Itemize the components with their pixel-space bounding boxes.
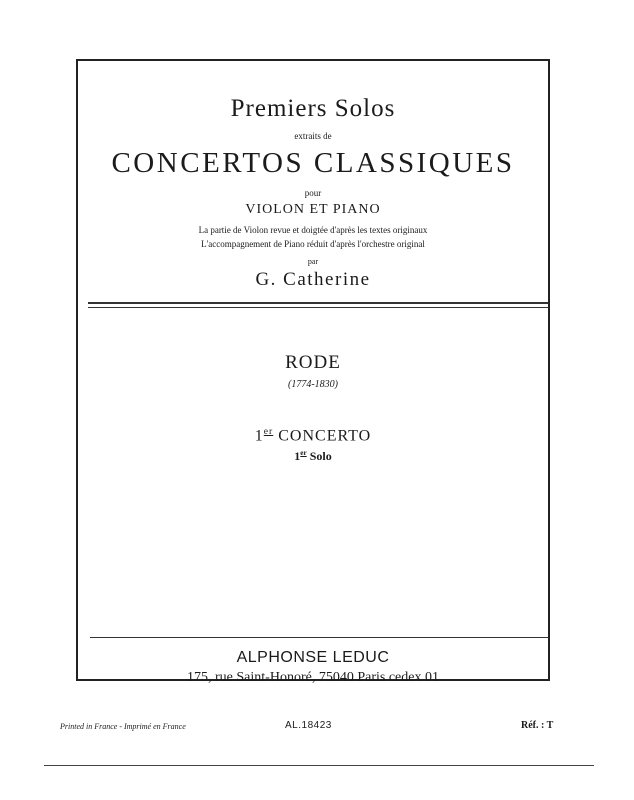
solo-ordinal-suffix: er bbox=[300, 449, 307, 457]
series-title: Premiers Solos bbox=[230, 95, 396, 122]
reference-code: Réf. : T bbox=[521, 720, 554, 731]
concerto-label: CONCERTO bbox=[278, 427, 372, 445]
solo-title bbox=[78, 449, 548, 464]
author-name: G. Catherine bbox=[255, 269, 371, 290]
par-text: par bbox=[307, 257, 319, 266]
double-divider bbox=[88, 302, 548, 308]
concerto-number: 1 bbox=[254, 427, 264, 445]
concerto-title bbox=[78, 426, 548, 445]
catalog-code: AL.18423 bbox=[285, 720, 332, 731]
printed-in-france-note: Printed in France - Imprimé en France bbox=[60, 722, 186, 731]
publisher-name: ALPHONSE LEDUC bbox=[236, 649, 390, 666]
bottom-rule bbox=[44, 765, 594, 766]
concerto-ordinal-suffix: er bbox=[263, 426, 274, 437]
description-line-1: La partie de Violon revue et doigtée d'après les textes originaux bbox=[198, 225, 428, 235]
publisher-address: 175, rue Saint-Honoré, 75040 Paris cedex 01 bbox=[187, 670, 439, 685]
collection-title: CONCERTOS CLASSIQUES bbox=[111, 147, 515, 179]
publisher-divider bbox=[90, 637, 548, 638]
extraits-de-text: extraits de bbox=[294, 131, 332, 141]
cover-frame bbox=[76, 59, 550, 685]
instrumentation: VIOLON ET PIANO bbox=[245, 202, 381, 217]
composer-name: RODE bbox=[285, 352, 341, 373]
composer-dates: (1774-1830) bbox=[288, 379, 338, 390]
pour-text: pour bbox=[304, 188, 322, 198]
solo-label: Solo bbox=[309, 449, 332, 463]
description-line-2: L'accompagnement de Piano réduit d'après l'orchestre original bbox=[201, 239, 425, 249]
solo-number: 1 bbox=[294, 449, 301, 463]
